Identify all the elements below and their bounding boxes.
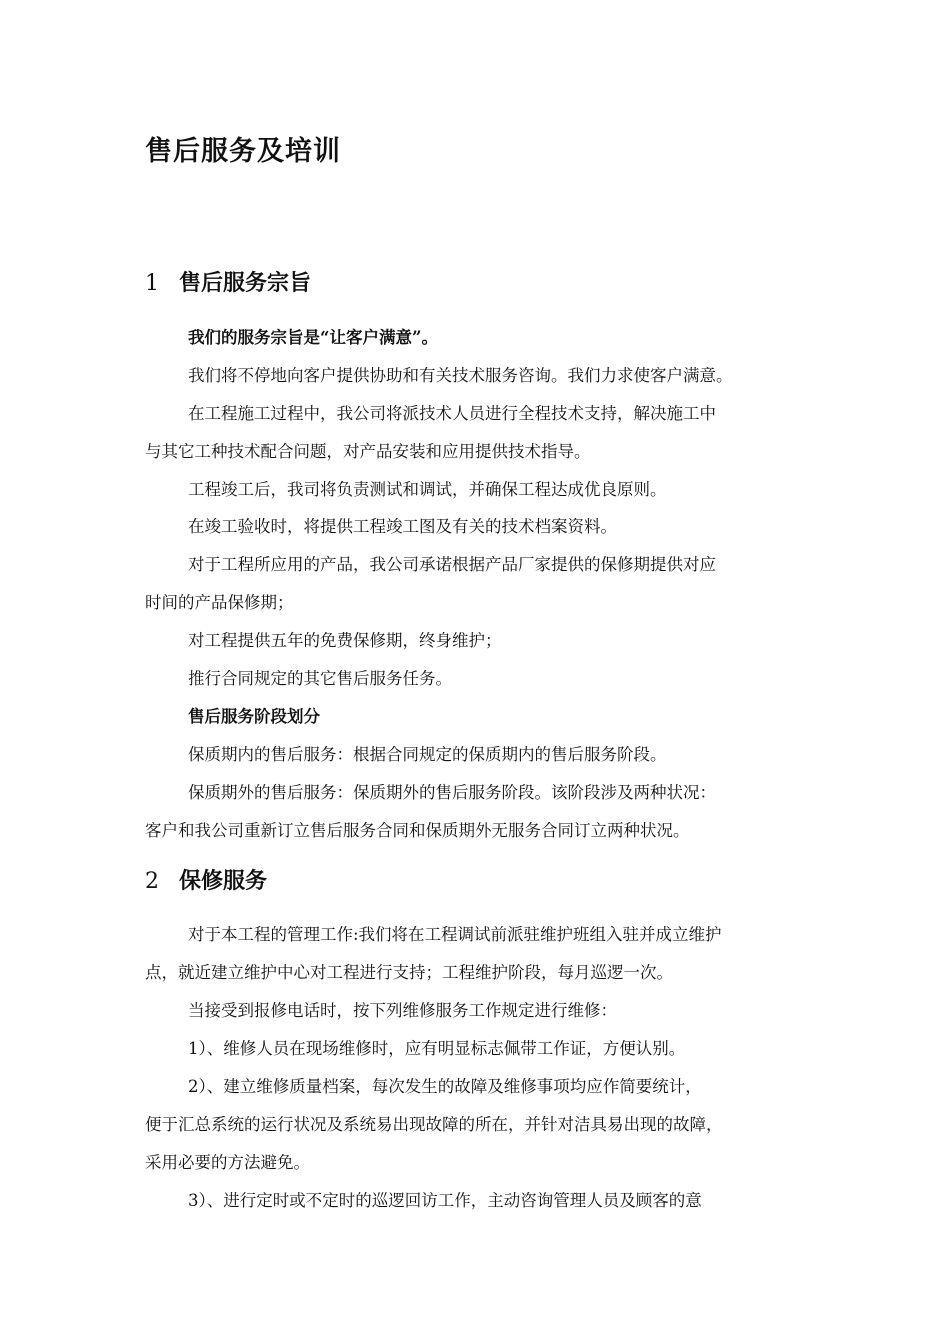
paragraph-line: 在工程施工过程中，我公司将派技术人员进行全程技术支持，解决施工中 xyxy=(188,404,716,423)
list-item: 2）、建立维修质量档案，每次发生的故障及维修事项均应作简要统计， xyxy=(188,1077,702,1096)
section-1-title: 售后服务宗旨 xyxy=(179,271,312,296)
paragraph-line: 保质期内的售后服务：根据合同规定的保质期内的售后服务阶段。 xyxy=(188,745,667,764)
paragraph-line: 我们将不停地向客户提供协助和有关技术服务咨询。我们力求使客户满意。 xyxy=(188,366,733,385)
list-item: 3）、进行定时或不定时的巡逻回访工作，主动咨询管理人员及顾客的意 xyxy=(188,1191,702,1210)
paragraph-line: 便于汇总系统的运行状况及系统易出现故障的所在，并针对洁具易出现的故障， xyxy=(145,1115,723,1134)
paragraph-line: 对工程提供五年的免费保修期，终身维护； xyxy=(188,631,502,650)
paragraph-line: 我们的服务宗旨是“让客户满意”。 xyxy=(188,328,438,347)
paragraph-line: 在竣工验收时，将提供工程竣工图及有关的技术档案资料。 xyxy=(188,517,617,536)
paragraph-line: 点，就近建立维护中心对工程进行支持；工程维护阶段，每月巡逻一次。 xyxy=(145,963,673,982)
paragraph-line: 推行合同规定的其它售后服务任务。 xyxy=(188,669,452,688)
paragraph-line: 时间的产品保修期； xyxy=(145,593,294,612)
paragraph-line: 与其它工种技术配合问题，对产品安装和应用提供技术指导。 xyxy=(145,442,591,461)
section-2-number: 2 xyxy=(145,869,159,894)
paragraph-line: 对于本工程的管理工作:我们将在工程调试前派驻维护班组入驻并成立维护 xyxy=(188,925,722,944)
section-2-title: 保修服务 xyxy=(179,869,268,894)
document-title: 售后服务及培训 xyxy=(145,136,341,167)
subheading: 售后服务阶段划分 xyxy=(188,707,320,726)
section-1-number: 1 xyxy=(145,271,159,296)
section-2-heading xyxy=(145,866,267,898)
paragraph-line: 采用必要的方法避免。 xyxy=(145,1153,310,1172)
paragraph-line: 客户和我公司重新订立售后服务合同和保质期外无服务合同订立两种状况。 xyxy=(145,821,690,840)
section-1-heading xyxy=(145,268,311,300)
list-item: 1）、维修人员在现场维修时，应有明显标志佩带工作证，方便认别。 xyxy=(188,1039,686,1058)
paragraph-line: 工程竣工后，我司将负责测试和调试，并确保工程达成优良原则。 xyxy=(188,480,667,499)
paragraph-line: 当接受到报修电话时，按下列维修服务工作规定进行维修： xyxy=(188,1001,617,1020)
paragraph-line: 保质期外的售后服务：保质期外的售后服务阶段。该阶段涉及两种状况： xyxy=(188,783,716,802)
paragraph-line: 对于工程所应用的产品，我公司承诺根据产品厂家提供的保修期提供对应 xyxy=(188,555,716,574)
